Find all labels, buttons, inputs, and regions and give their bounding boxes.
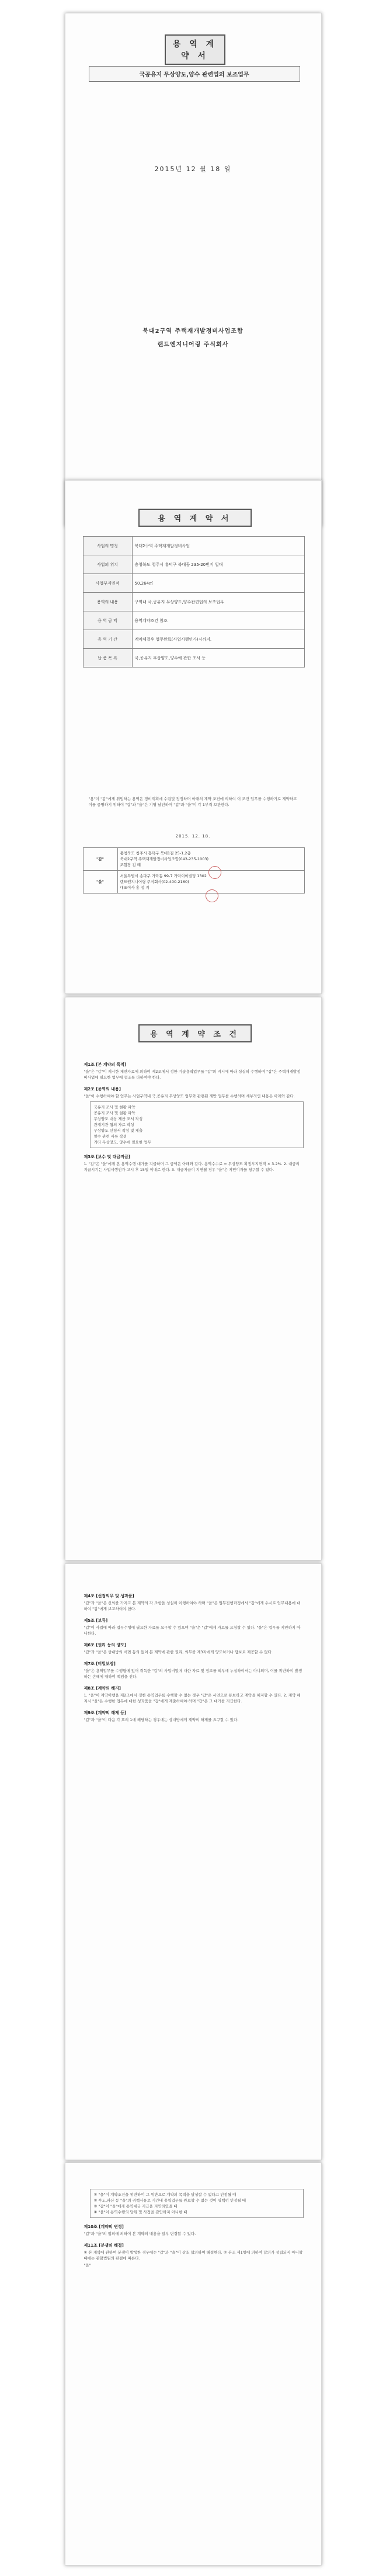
scope-item: 기타 무상양도, 양수에 필요한 업무 [93, 1140, 151, 1145]
contract-info-table [83, 536, 305, 668]
cover-page [65, 13, 322, 527]
signature-table [83, 847, 305, 894]
info-row [83, 649, 304, 668]
terms-page-1 [65, 997, 322, 1560]
article-heading: 제6조 [권리 등의 양도] [84, 1643, 127, 1647]
contract-closing: "용"이 "갑"에게 위임하는 용역은 정비계획에 수립및 정정하며 아래의 계약 조건에 의하여 이 조건 업무를 수행하기로 계약하고 이를 증명하기 위하여 "갑"과 "을"은 기명 날인하며 "갑"과 "을"이 각 1부씩 보관한다. [88, 797, 297, 807]
article-text: 1. "을"이 계약이행을 제2조에서 정한 용역업무를 수행할 수 없는 경우 "갑"은 서면으로 통보하고 계약을 해지할 수 있다. 2. 계약 해지시 "을"은 수행한 업무에 대한 성과품을 "갑"에게 제출하여야 하며 "갑"은 그 대가를 지급한다. [84, 1693, 301, 1704]
info-label: 용 역 금 액 [83, 611, 132, 630]
info-label: 사업부지면적 [83, 574, 132, 593]
article-text: "을"은 "갑"이 제시한 제반자료에 의하여 제2조에서 정한 기술용역업무를 "갑"의 지시에 따라 성실히 수행하며 "갑"은 주택재개발정비사업에 필요한 업무에 협조를 다하여야 한다. [84, 1069, 301, 1080]
article-text: ① 본 계약에 관하여 분쟁이 발생한 경우에는 "갑"과 "을"이 상호 협의하여 해결한다. ② 본조 제1항에 의하여 합의가 성립되지 아니할 때에는 관할법원의 판결에 따른다. [84, 2250, 303, 2261]
contract-page [65, 480, 322, 994]
termination-item: ① "을"이 계약조건을 위반하여 그 위반으로 계약의 목적을 달성할 수 없다고 인정될 때 [93, 2192, 237, 2197]
party-b-label: "을" [83, 871, 117, 894]
info-value: 북대2구역 주택재개발정비사업 [132, 537, 304, 555]
party-b-text: 서울특별시 송파구 가락동 99-7 가락이이빌딩 1302 랜드엔지니어링 주식회사(02-400-2160) 대표이사 홍 성 지 [117, 871, 304, 894]
terms-page-3 [65, 2163, 322, 2565]
contract-date: 2015. 12. 18. [175, 834, 211, 839]
article-heading: 제2조 [용역의 내용] [84, 1087, 121, 1091]
info-value: 계약체결후 업무완료(사업시행인가)시까지. [132, 630, 304, 649]
terms-title: 용 역 계 약 조 건 [138, 1024, 252, 1042]
article-text: 1. "갑"은 "을"에게 본 용역수행 대가를 지급하며 그 금액은 아래와 같다. 용역수수료 = 무상양도 확정부지면적 × 3.2%. 2. 대금의 지급시기는 사업시행인가 고시 후 15일 이내로 한다. 3. 대금지급이 지연될 경우 "을"은 지연이자를 청구할 수 있다. [84, 1162, 300, 1172]
article-heading: 제8조 [계약의 해지] [84, 1686, 121, 1691]
contract-title: 용 역 계 약 서 [138, 509, 252, 527]
info-label: 사업의 위치 [83, 555, 132, 574]
terms-page-2 [65, 1563, 322, 2160]
article-heading: 제5조 [보류] [84, 1618, 108, 1623]
seal-stamp-b-icon [206, 889, 218, 902]
article-text: "을" [84, 2263, 91, 2268]
info-value: 용역계약조건 참조 [132, 611, 304, 630]
info-label: 사업의 명칭 [83, 537, 132, 555]
article-heading: 제10조 [계약의 변경] [84, 2224, 124, 2229]
termination-item: ③ "갑"이 "을"에게 용역대금 지급을 지연하였을 때 [93, 2204, 178, 2209]
info-row [83, 555, 304, 574]
scope-item: 무상양도 대상 재산 조서 작성 [93, 1117, 143, 1121]
terms-articles-1 [84, 1056, 304, 1174]
party-a-text: 충청북도 청주시 흥덕구 북대1길 25-1,2층 북대2구역 주택재개발정비사업조합(043-235-1003) 조합장 김 태 [117, 848, 304, 871]
info-value: 국,공유지 무상양도,양수에 관한 조서 등 [132, 649, 304, 668]
terms-articles-3 [84, 2186, 304, 2269]
signature-row-b [83, 871, 304, 894]
termination-box [90, 2189, 304, 2218]
cover-party-a: 북대2구역 주택재개발정비사업조합 [142, 328, 244, 335]
article-heading: 제11조 [분쟁의 해결] [84, 2243, 124, 2248]
termination-item: ④ "을"이 용역수행의 당위 및 사정을 감안하지 아니한 때 [93, 2210, 187, 2215]
signature-row-a [83, 848, 304, 871]
article-heading: 제7조 [비밀보장] [84, 1661, 116, 1666]
scope-item: 관계기관 협의 자료 작성 [93, 1122, 134, 1127]
info-label: 용역의 내용 [83, 593, 132, 611]
info-label: 용 역 기 간 [83, 630, 132, 649]
article-text: "을"은 용역업무를 수행함에 있어 취득한 "갑"의 사업비밀에 대한 자료 및 정보를 외부에 누설하여서는 아니되며, 이를 위반하여 발생하는 손해에 대하여 책임을 진다. [84, 1668, 302, 1679]
article-text: "갑"과 "을"은 신의를 가지고 본 계약의 각 조항을 성실히 이행하여야 하며 "을"은 업무진행과정에서 "갑"에게 수시로 업무내용에 대하여 "갑"에게 보고하여야 한다. [84, 1601, 301, 1611]
info-row [83, 537, 304, 555]
scope-item: 공유지 조사 및 현황 파악 [93, 1111, 135, 1115]
cover-date: 2015년 12 월 18 일 [154, 165, 232, 173]
article-text: "갑"과 "을"은 상대방의 서면 동의 없이 본 계약에 관한 권리, 의무를 제3자에게 양도하거나 담보로 제공할 수 없다. [84, 1650, 273, 1654]
article-heading: 제1조 [본 계약의 목적] [84, 1062, 127, 1067]
scope-item: 양수 관련 서류 작성 [93, 1134, 127, 1139]
article-text: "갑"이 사업에 따라 업무수행에 필요한 자료를 요구할 수 있으며 "을"은 "갑"에게 자료를 요청할 수 있다. "을"은 업무를 지연하지 아니한다. [84, 1625, 301, 1636]
article-heading: 제4조 [선정의무 및 성과품] [84, 1594, 134, 1598]
info-value: 충청북도 청주시 흥덕구 북대동 235-20번지 일대 [132, 555, 304, 574]
cover-title: 용 역 계 약 서 [165, 34, 225, 65]
article-text: "을"이 수행하여야 할 업무는 사업구역내 국,공유지 무상양도 업무와 관련된 제반 업무를 수행하며 세부적인 내용은 아래와 같다. [84, 1094, 295, 1098]
scope-item: 국유지 조사 및 현황 파악 [93, 1105, 135, 1110]
cover-subtitle: 국공유지 무상양도,양수 관련업의 보조업무 [89, 66, 300, 82]
scope-item: 무상양도 신청서 작성 및 제출 [93, 1128, 143, 1133]
info-row [83, 611, 304, 630]
article-heading: 제3조 [보수 및 대금지급] [84, 1155, 130, 1159]
seal-stamp-a-icon [208, 866, 221, 879]
article-text: "갑"과 "을"의 합의에 의하여 본 계약의 내용을 일부 변경할 수 있다. [84, 2231, 196, 2236]
article-text: "갑"과 "을"이 다음 각 호의 1에 해당하는 경우에는 상대방에게 계약의 해제를 요구할 수 있다. [84, 1718, 239, 1722]
info-row [83, 574, 304, 593]
info-row [83, 593, 304, 611]
terms-articles-2 [84, 1587, 304, 1724]
info-value: 50,264㎡ [132, 574, 304, 593]
article-heading: 제9조 [계약의 해제 등] [84, 1711, 127, 1715]
cover-party-b: 랜드엔지니어링 주식회사 [157, 342, 229, 348]
info-label: 납 품 목 록 [83, 649, 132, 668]
termination-item: ② 부도,파산 등 "을"의 귀책사유로 기간내 용역업무를 완료할 수 없는 것이 명백히 인정될 때 [93, 2198, 246, 2203]
party-a-label: "갑" [83, 848, 117, 871]
info-row [83, 630, 304, 649]
info-value: 구역내 국,공유지 무상양도,양수관련업의 보조업무 [132, 593, 304, 611]
scope-box [90, 1101, 304, 1148]
